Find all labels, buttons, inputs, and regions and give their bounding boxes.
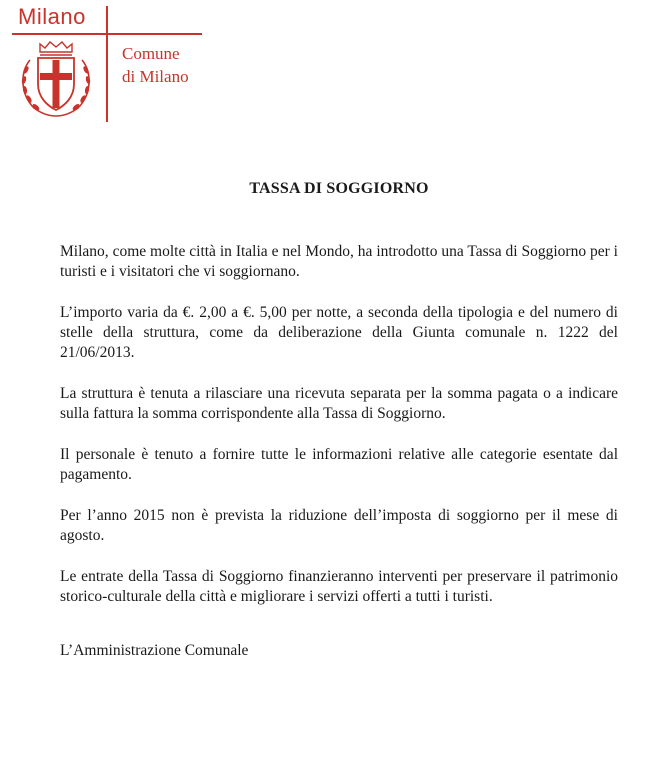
document-body [60, 180, 618, 661]
paragraph-amount: L’importo varia da €. 2,00 a €. 5,00 per notte, a seconda della tipologia e del numero di stelle della struttura, come da deliberazione della Giunta comunale n. 1222 del 21/06/2013. [60, 304, 618, 361]
city-name: Milano [18, 4, 86, 29]
document-title: TASSA DI SOGGIORNO [249, 180, 429, 197]
comune-di-milano-label [122, 42, 189, 88]
letterhead-vertical-rule [106, 6, 108, 122]
comune-line2: di Milano [122, 67, 189, 86]
paragraph-august: Per l’anno 2015 non è prevista la riduzione dell’imposta di soggiorno per il mese di agosto. [60, 507, 618, 544]
paragraph-revenue: Le entrate della Tassa di Soggiorno finanzieranno interventi per preservare il patrimonio storico-culturale della città e migliorare i servizi offerti a tutti i turisti. [60, 568, 618, 605]
milan-coat-of-arms-icon [16, 38, 96, 120]
paragraph-exemptions: Il personale è tenuto a fornire tutte le informazioni relative alle categorie esentate dal pagamento. [60, 446, 618, 483]
letterhead [0, 0, 668, 130]
paragraph-receipt: La struttura è tenuta a rilasciare una ricevuta separata per la somma pagata o a indicare sulla fattura la somma corrispondente alla Tassa di Soggiorno. [60, 385, 618, 422]
comune-line1: Comune [122, 44, 180, 63]
paragraph-intro: Milano, come molte città in Italia e nel Mondo, ha introdotto una Tassa di Soggiorno per i turisti e i visitatori che vi soggiornano. [60, 243, 618, 280]
signature: L’Amministrazione Comunale [60, 642, 249, 659]
